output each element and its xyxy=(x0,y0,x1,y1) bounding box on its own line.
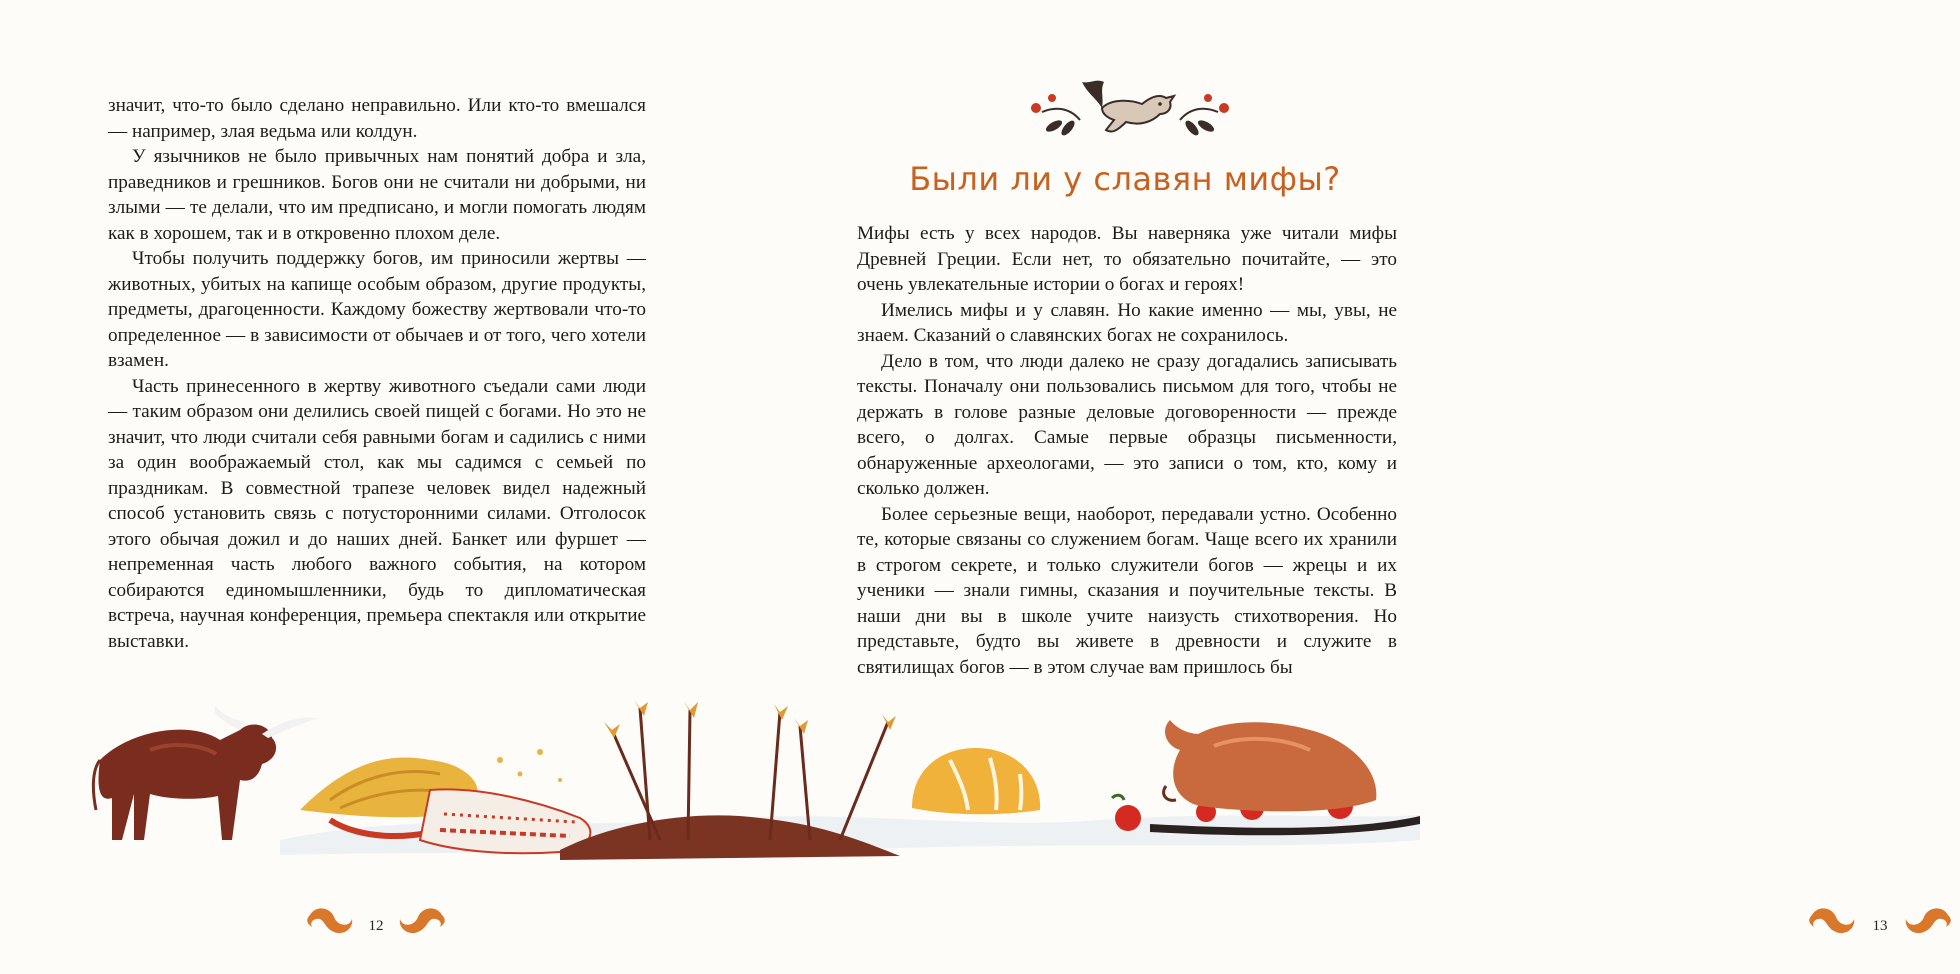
bread-loaf-icon xyxy=(912,748,1040,814)
chapter-title: Были ли у славян мифы? xyxy=(909,160,1341,198)
right-page-folio xyxy=(1800,905,1960,945)
left-paragraph-4: Часть принесенного в жертву животного съедали сами люди — таким образом они делились своей пищей с богами. Но это не значит, что люди считали себя равными богам и садились с ними за один воображаемый стол, как мы садимся с семьей по праздникам. В совместной трапезе человек видел надежный способ установить связь с потусторонними силами. Отголосок этого обычая дожил и до наших дней. Банкет или фуршет — непременная часть любого важного события, на котором собираются единомышленники, будь то дипломатическая встреча, научная конференция, премьера спектакля или открытие выставки. xyxy=(108,375,646,652)
curl-ornament-icon xyxy=(1902,905,1952,939)
fox-with-berry-branches-icon xyxy=(1022,68,1238,148)
left-page-folio xyxy=(296,905,456,945)
left-paragraph-2: У язычников не было привычных нам понятий добра и зла, праведников и грешников. Богов они не считали ни добрыми, ни злыми — те делали, что им предписано, и могли помогать людям как в хорошем, так и в откровенно плохом деле. xyxy=(108,146,646,244)
left-paragraph-3: Чтобы получить поддержку богов, им приносили жертвы — животных, убитых на капище особым образом, другие продукты, предметы, драгоценности. Каждому божеству жертвовали что-то определенное — в зависимости от обычаев и от того, чего хотели взамен. xyxy=(108,248,646,371)
right-paragraph-3: Дело в том, что люди далеко не сразу догадались записывать тексты. Поначалу они пользовались письмом для того, чтобы не держать в голове разные деловые договоренности — прежде всего, о долгах. Самые первые образцы письменности, обнаруженные археологами, — это записи о том, кто, кому и сколько должен. xyxy=(857,350,1397,499)
page-number-right: 13 xyxy=(1872,918,1888,934)
curl-ornament-icon xyxy=(396,905,446,939)
right-page-text xyxy=(857,221,1397,680)
left-paragraph-1: значит, что-то было сделано неправильно. Или кто-то вмешался — например, злая ведьма или колдун. xyxy=(108,95,646,142)
embroidered-towel-icon xyxy=(420,789,590,853)
right-paragraph-4: Более серьезные вещи, наоборот, передавали устно. Особенно те, которые связаны со служением богам. Чаще всего их хранили в строгом секрете, и только служители богов — жрецы и их ученики — знали гимны, сказания и поучительные тексты. В наши дни вы в школе учите наизусть стихотворения. Но представьте, будто вы живете в древности и служите в святилищах богов — в этом случае вам пришлось бы xyxy=(857,503,1397,678)
right-paragraph-2: Имелись мифы и у славян. Но какие именно — мы, увы, не знаем. Сказаний о славянских богах не сохранилось. xyxy=(857,299,1397,346)
left-page-text xyxy=(108,93,646,654)
page-number-left: 12 xyxy=(368,918,384,934)
right-paragraph-1: Мифы есть у всех народов. Вы наверняка уже читали мифы Древней Греции. Если нет, то обязательно почитайте, — это очень увлекательные истории о богах и героях! xyxy=(857,223,1397,295)
bull-icon xyxy=(93,706,318,840)
sacrifice-offerings-illustration xyxy=(0,690,1500,880)
